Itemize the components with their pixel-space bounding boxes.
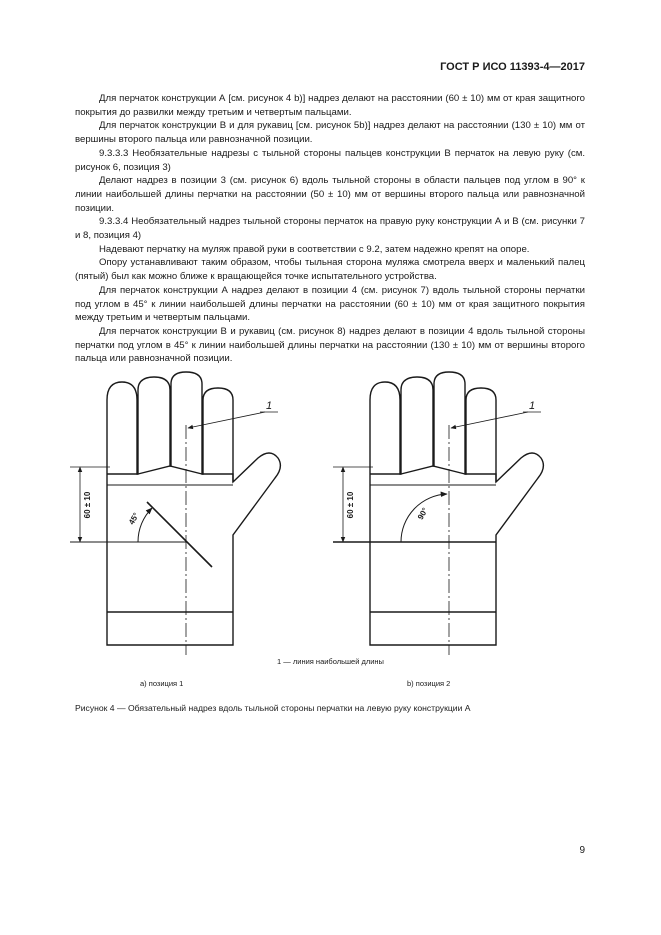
paragraph: Опору устанавливают таким образом, чтобы тыльная сторона муляжа смотрела вверх и маленький палец (пятый) был как можно ближе к вращающейся точке испытательного устройства. <box>75 257 585 283</box>
glove-a-coating-line <box>202 474 233 482</box>
caption-position-1: а) позиция 1 <box>140 679 184 688</box>
paragraph: Для перчаток конструкции А надрез делают в позиции 4 (см. рисунок 7) вдоль тыльной стороны перчатки под углом в 45° к линии наибольшей длины перчатки на расстоянии (60 ± 10) мм от края защитного покрытия между третьим и четвертым пальцами. <box>75 284 585 324</box>
glove-a <box>70 372 280 655</box>
figure-title: Рисунок 4 — Обязательный надрез вдоль тыльной стороны перчатки на левую руку конструкции А <box>75 703 471 713</box>
caption-position-2: b) позиция 2 <box>407 679 451 688</box>
paragraph: Делают надрез в позиции 3 (см. рисунок 6) вдоль тыльной стороны в области пальцев под углом в 90° к линии наибольшей длины перчатки на расстоянии (50 ± 10) мм от вершины второго пальца или равнозначной позиции. <box>75 175 585 214</box>
glove-a-dimension-label: 60 ± 10 <box>83 491 92 519</box>
glove-b-leader <box>451 412 528 428</box>
glove-b-outline <box>370 372 543 645</box>
glove-a-fork-line <box>138 466 202 474</box>
glove-a-callout: 1 <box>266 400 273 412</box>
body-text <box>75 92 585 366</box>
paragraph: Для перчаток конструкции В и рукавиц (см. рисунок 8) надрез делают в позиции 4 вдоль тыльной стороны перчатки под углом в 45° к линии наибольшей длины перчатки на расстоянии (130 ± 10) мм от вершины второго пальца или равнозначной позиции. <box>75 325 585 365</box>
glove-b <box>333 372 543 655</box>
paragraph: Надевают перчатку на муляж правой руки в соответствии с 9.2, затем надежно крепят на опоре. <box>99 243 530 255</box>
glove-b-callout: 1 <box>529 400 536 412</box>
paragraph: 9.3.3.3 Необязательные надрезы с тыльной стороны пальцев конструкции В перчаток на левую руку (см. рисунок 6, позиция 3) <box>75 147 585 173</box>
glove-b-fork-line <box>401 466 465 474</box>
glove-b-coating-line <box>465 474 496 482</box>
paragraph: Для перчаток конструкции А [см. рисунок 4 b)] надрез делают на расстоянии (60 ± 10) мм от края защитного покрытия до развилки между третьим и четвертым пальцами. <box>75 93 585 118</box>
figure-legend: 1 — линия наибольшей длины <box>277 657 384 666</box>
figure-4 <box>70 370 600 655</box>
paragraph: 9.3.3.4 Необязательный надрез тыльной стороны перчаток на правую руку конструкции А и В (см. рисунки 7 и 8, позиция 4) <box>75 216 585 242</box>
paragraph: Для перчаток конструкции В и для рукавиц [см. рисунок 5b)] надрез делают на расстоянии (130 ± 10) мм от вершины второго пальца или равнозначной позиции. <box>75 120 585 146</box>
glove-b-angle-label: 90° <box>415 506 430 522</box>
glove-b-dimension-label: 60 ± 10 <box>346 491 355 519</box>
glove-a-cut-45 <box>147 502 212 567</box>
glove-drawings <box>70 370 600 655</box>
glove-a-outline <box>107 372 280 645</box>
standard-number: ГОСТ Р ИСО 11393-4—2017 <box>440 61 585 73</box>
glove-a-angle-label: 45° <box>126 511 141 527</box>
glove-a-leader <box>188 412 265 428</box>
page-number: 9 <box>579 845 585 856</box>
glove-a-angle-arc <box>138 508 152 542</box>
